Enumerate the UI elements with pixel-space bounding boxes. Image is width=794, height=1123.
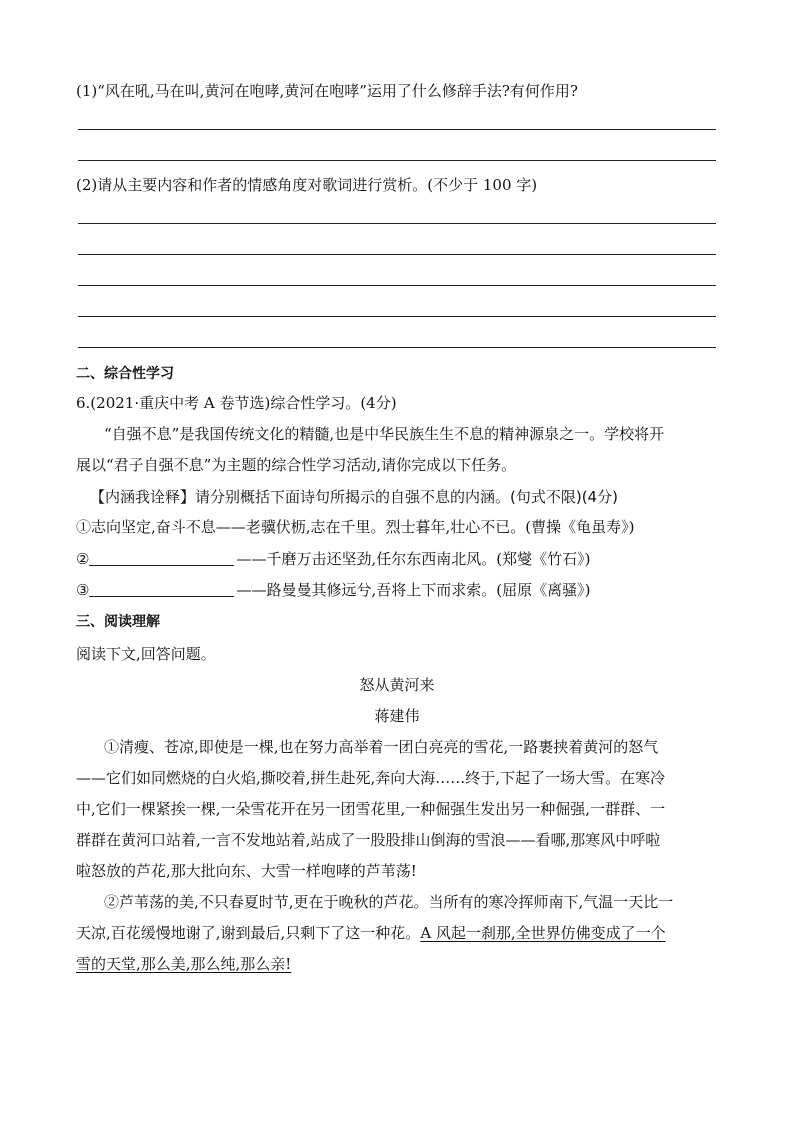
- paragraph-1-line: ①清瘦、苍凉,即使是一棵,也在努力高举着一团白亮亮的雪花,一路裹挟着黄河的怒气: [104, 738, 659, 756]
- paragraph-2-line: ②芦苇荡的美,不只春夏时节,更在于晚秋的芦花。当所有的寒冷挥师南下,气温一天比一: [104, 893, 674, 911]
- answer-line[interactable]: [78, 254, 716, 255]
- item-3: [76, 579, 590, 601]
- answer-line[interactable]: [78, 347, 716, 348]
- item-3-text: ——路曼曼其修远兮,吾将上下而求索。(屈原《离骚》): [236, 581, 591, 599]
- underlined-sentence-a-cont: 雪的天堂,那么美,那么纯,那么亲!: [76, 955, 292, 973]
- paragraph-1-line: 中,它们一棵紧挨一棵,一朵雪花开在另一团雪花里,一种倔强生发出另一种倔强,一群群、一: [76, 800, 666, 818]
- question-1: (1)“风在吼,马在叫,黄河在咆哮,黄河在咆哮”运用了什么修辞手法?有何作用?: [76, 82, 578, 100]
- paragraph-1-line: ——它们如同燃烧的白火焰,撕咬着,拼生赴死,奔向大海……终于,下起了一场大雪。在寒冷: [76, 769, 666, 787]
- answer-line[interactable]: [78, 285, 716, 286]
- answer-line[interactable]: [78, 223, 716, 224]
- intro-line-2: 展以“君子自强不息”为主题的综合性学习活动,请你完成以下任务。: [76, 456, 517, 474]
- answer-line[interactable]: [78, 129, 716, 130]
- item-2-number: ②: [76, 550, 90, 568]
- section-2-heading: 二、综合性学习: [76, 366, 174, 382]
- item-2: [76, 548, 590, 570]
- answer-line[interactable]: [78, 316, 716, 317]
- item-1: ①志向坚定,奋斗不息——老骥伏枥,志在千里。烈士暮年,壮心不已。(曹操《龟虽寿》): [76, 518, 635, 536]
- intro-line-1: “自强不息”是我国传统文化的精髓,也是中华民族生生不息的精神源泉之一。学校将开: [104, 425, 665, 443]
- item-2-answer-blank[interactable]: [89, 549, 234, 566]
- paragraph-1-line: 群群在黄河口站着,一言不发地站着,站成了一股股排山倒海的雪浪——看哪,那寒风中呼啦: [76, 831, 661, 849]
- answer-line[interactable]: [78, 160, 716, 161]
- paragraph-2-text: 天凉,百花缓慢地谢了,谢到最后,只剩下了这一种花。: [76, 924, 421, 942]
- task-instruction: 【内涵我诠释】请分别概括下面诗句所揭示的自强不息的内涵。(句式不限)(4分): [90, 488, 618, 506]
- article-title: 怒从黄河来: [359, 676, 435, 694]
- paragraph-1-line: 啦怒放的芦花,那大批向东、大雪一样咆哮的芦苇荡!: [76, 862, 417, 880]
- item-3-answer-blank[interactable]: [89, 580, 234, 597]
- item-2-text: ——千磨万击还坚劲,任尔东西南北风。(郑燮《竹石》): [236, 550, 591, 568]
- question-6: 6.(2021·重庆中考 A 卷节选)综合性学习。(4分): [76, 394, 397, 412]
- question-2: (2)请从主要内容和作者的情感角度对歌词进行赏析。(不少于 100 字): [76, 176, 538, 194]
- paragraph-2-line: [76, 922, 666, 944]
- item-3-number: ③: [76, 581, 90, 599]
- article-author: 蒋建伟: [374, 707, 420, 725]
- reading-instruction: 阅读下文,回答问题。: [76, 645, 216, 663]
- underlined-sentence-a: A 风起一刹那,全世界仿佛变成了一个: [420, 924, 666, 942]
- section-3-heading: 三、阅读理解: [76, 614, 160, 630]
